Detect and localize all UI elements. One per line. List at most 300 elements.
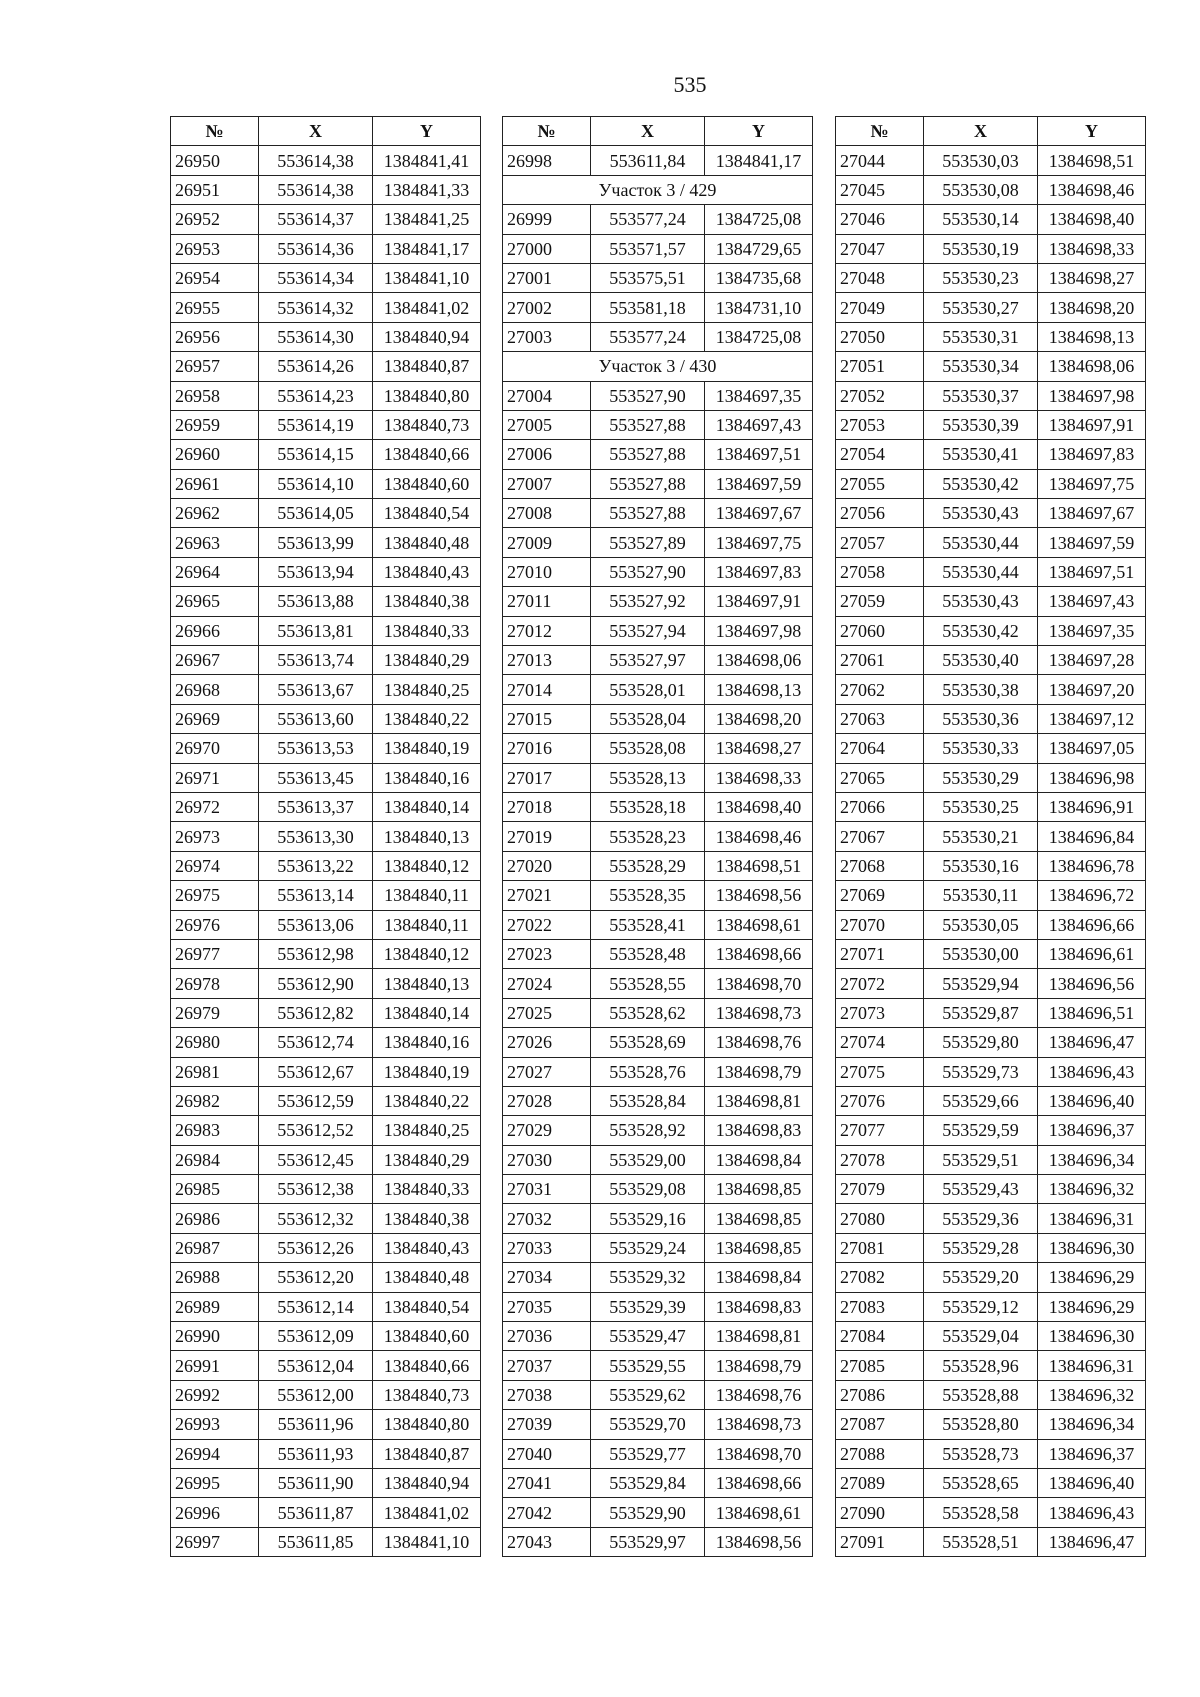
- point-number-cell: 27082: [836, 1263, 924, 1292]
- table-row: [171, 646, 481, 675]
- point-number-cell: 27067: [836, 822, 924, 851]
- point-number-cell: 27039: [503, 1410, 591, 1439]
- x-coordinate-cell: 553530,43: [924, 499, 1038, 528]
- table-row: [503, 1204, 813, 1233]
- y-coordinate-cell: 1384840,43: [373, 1233, 481, 1262]
- y-coordinate-cell: 1384698,27: [705, 734, 813, 763]
- table-row: [503, 1175, 813, 1204]
- x-coordinate-cell: 553530,44: [924, 528, 1038, 557]
- point-number-cell: 27000: [503, 234, 591, 263]
- point-number-cell: 27008: [503, 499, 591, 528]
- x-coordinate-cell: 553528,55: [591, 969, 705, 998]
- x-coordinate-cell: 553528,41: [591, 910, 705, 939]
- y-coordinate-cell: 1384698,06: [705, 646, 813, 675]
- y-coordinate-cell: 1384840,13: [373, 969, 481, 998]
- table-row: [836, 499, 1146, 528]
- x-coordinate-cell: 553614,36: [259, 234, 373, 263]
- point-number-cell: 27046: [836, 205, 924, 234]
- y-coordinate-cell: 1384698,85: [705, 1175, 813, 1204]
- y-coordinate-cell: 1384697,91: [705, 587, 813, 616]
- table-row: [171, 851, 481, 880]
- point-number-cell: 27001: [503, 263, 591, 292]
- y-coordinate-cell: 1384696,37: [1038, 1116, 1146, 1145]
- point-number-cell: 27014: [503, 675, 591, 704]
- y-coordinate-cell: 1384698,81: [705, 1086, 813, 1115]
- table-row: [171, 998, 481, 1027]
- y-coordinate-cell: 1384698,46: [705, 822, 813, 851]
- x-coordinate-cell: 553530,14: [924, 205, 1038, 234]
- y-coordinate-cell: 1384698,73: [705, 1410, 813, 1439]
- y-coordinate-cell: 1384698,66: [705, 939, 813, 968]
- x-coordinate-cell: 553612,04: [259, 1351, 373, 1380]
- y-coordinate-cell: 1384840,80: [373, 1410, 481, 1439]
- table-row: [171, 969, 481, 998]
- x-coordinate-cell: 553614,32: [259, 293, 373, 322]
- table-row: [836, 792, 1146, 821]
- column-header-y: Y: [705, 117, 813, 146]
- point-number-cell: 27087: [836, 1410, 924, 1439]
- column-header-number: №: [836, 117, 924, 146]
- y-coordinate-cell: 1384725,08: [705, 322, 813, 351]
- x-coordinate-cell: 553530,38: [924, 675, 1038, 704]
- table-row: [503, 1410, 813, 1439]
- x-coordinate-cell: 553614,10: [259, 469, 373, 498]
- y-coordinate-cell: 1384840,48: [373, 528, 481, 557]
- x-coordinate-cell: 553613,94: [259, 557, 373, 586]
- point-number-cell: 26973: [171, 822, 259, 851]
- y-coordinate-cell: 1384840,14: [373, 998, 481, 1027]
- point-number-cell: 27004: [503, 381, 591, 410]
- x-coordinate-cell: 553613,81: [259, 616, 373, 645]
- point-number-cell: 27084: [836, 1322, 924, 1351]
- point-number-cell: 27030: [503, 1145, 591, 1174]
- y-coordinate-cell: 1384697,43: [1038, 587, 1146, 616]
- x-coordinate-cell: 553528,96: [924, 1351, 1038, 1380]
- table-row: [171, 822, 481, 851]
- point-number-cell: 26969: [171, 704, 259, 733]
- table-row: [836, 410, 1146, 439]
- y-coordinate-cell: 1384698,56: [705, 1527, 813, 1556]
- table-row: [171, 616, 481, 645]
- table-row: [171, 881, 481, 910]
- header-row: [836, 117, 1146, 146]
- column-header-y: Y: [1038, 117, 1146, 146]
- x-coordinate-cell: 553613,99: [259, 528, 373, 557]
- table-row: [503, 734, 813, 763]
- point-number-cell: 27047: [836, 234, 924, 263]
- y-coordinate-cell: 1384696,47: [1038, 1028, 1146, 1057]
- x-coordinate-cell: 553612,98: [259, 939, 373, 968]
- table-row: [503, 1527, 813, 1556]
- y-coordinate-cell: 1384840,94: [373, 322, 481, 351]
- coordinates-table-3: [835, 116, 1146, 1557]
- x-coordinate-cell: 553530,29: [924, 763, 1038, 792]
- y-coordinate-cell: 1384698,40: [1038, 205, 1146, 234]
- x-coordinate-cell: 553527,90: [591, 557, 705, 586]
- x-coordinate-cell: 553577,24: [591, 205, 705, 234]
- point-number-cell: 27052: [836, 381, 924, 410]
- point-number-cell: 27055: [836, 469, 924, 498]
- table-row: [503, 969, 813, 998]
- table-row: [171, 205, 481, 234]
- y-coordinate-cell: 1384840,29: [373, 1145, 481, 1174]
- y-coordinate-cell: 1384696,43: [1038, 1498, 1146, 1527]
- table-row: [836, 1233, 1146, 1262]
- table-row: [836, 263, 1146, 292]
- coordinates-table-1: [170, 116, 481, 1557]
- table-row: [503, 704, 813, 733]
- x-coordinate-cell: 553614,34: [259, 263, 373, 292]
- x-coordinate-cell: 553529,97: [591, 1527, 705, 1556]
- point-number-cell: 26979: [171, 998, 259, 1027]
- point-number-cell: 27085: [836, 1351, 924, 1380]
- x-coordinate-cell: 553612,26: [259, 1233, 373, 1262]
- y-coordinate-cell: 1384696,47: [1038, 1527, 1146, 1556]
- table-row: [171, 1175, 481, 1204]
- x-coordinate-cell: 553614,26: [259, 352, 373, 381]
- x-coordinate-cell: 553530,44: [924, 557, 1038, 586]
- y-coordinate-cell: 1384698,27: [1038, 263, 1146, 292]
- point-number-cell: 26959: [171, 410, 259, 439]
- x-coordinate-cell: 553528,58: [924, 1498, 1038, 1527]
- y-coordinate-cell: 1384841,25: [373, 205, 481, 234]
- x-coordinate-cell: 553529,51: [924, 1145, 1038, 1174]
- column-header-number: №: [171, 117, 259, 146]
- y-coordinate-cell: 1384698,70: [705, 1439, 813, 1468]
- point-number-cell: 27045: [836, 175, 924, 204]
- point-number-cell: 26988: [171, 1263, 259, 1292]
- x-coordinate-cell: 553611,87: [259, 1498, 373, 1527]
- point-number-cell: 27017: [503, 763, 591, 792]
- point-number-cell: 27006: [503, 440, 591, 469]
- x-coordinate-cell: 553528,29: [591, 851, 705, 880]
- table-row: [503, 293, 813, 322]
- x-coordinate-cell: 553581,18: [591, 293, 705, 322]
- y-coordinate-cell: 1384698,76: [705, 1380, 813, 1409]
- table-row: [836, 1292, 1146, 1321]
- point-number-cell: 27021: [503, 881, 591, 910]
- y-coordinate-cell: 1384841,33: [373, 175, 481, 204]
- y-coordinate-cell: 1384841,02: [373, 293, 481, 322]
- table-row: [171, 1410, 481, 1439]
- table-row: [503, 1145, 813, 1174]
- y-coordinate-cell: 1384698,81: [705, 1322, 813, 1351]
- point-number-cell: 26989: [171, 1292, 259, 1321]
- x-coordinate-cell: 553527,94: [591, 616, 705, 645]
- point-number-cell: 26980: [171, 1028, 259, 1057]
- point-number-cell: 26983: [171, 1116, 259, 1145]
- y-coordinate-cell: 1384697,59: [1038, 528, 1146, 557]
- point-number-cell: 27066: [836, 792, 924, 821]
- y-coordinate-cell: 1384698,84: [705, 1263, 813, 1292]
- table-row: [171, 704, 481, 733]
- point-number-cell: 27078: [836, 1145, 924, 1174]
- x-coordinate-cell: 553527,97: [591, 646, 705, 675]
- y-coordinate-cell: 1384841,10: [373, 1527, 481, 1556]
- x-coordinate-cell: 553528,80: [924, 1410, 1038, 1439]
- y-coordinate-cell: 1384696,37: [1038, 1439, 1146, 1468]
- x-coordinate-cell: 553612,82: [259, 998, 373, 1027]
- y-coordinate-cell: 1384698,51: [1038, 146, 1146, 175]
- column-header-x: X: [259, 117, 373, 146]
- y-coordinate-cell: 1384698,56: [705, 881, 813, 910]
- table-row: [836, 675, 1146, 704]
- x-coordinate-cell: 553614,05: [259, 499, 373, 528]
- table-row: [836, 1145, 1146, 1174]
- table-row: [836, 234, 1146, 263]
- y-coordinate-cell: 1384697,35: [1038, 616, 1146, 645]
- table-row: [171, 146, 481, 175]
- point-number-cell: 26972: [171, 792, 259, 821]
- x-coordinate-cell: 553612,09: [259, 1322, 373, 1351]
- point-number-cell: 26964: [171, 557, 259, 586]
- point-number-cell: 27048: [836, 263, 924, 292]
- section-row: [503, 352, 813, 381]
- y-coordinate-cell: 1384840,66: [373, 440, 481, 469]
- table-row: [503, 851, 813, 880]
- table-row: [503, 939, 813, 968]
- y-coordinate-cell: 1384729,65: [705, 234, 813, 263]
- x-coordinate-cell: 553614,19: [259, 410, 373, 439]
- table-row: [503, 440, 813, 469]
- x-coordinate-cell: 553529,94: [924, 969, 1038, 998]
- point-number-cell: 27024: [503, 969, 591, 998]
- x-coordinate-cell: 553529,62: [591, 1380, 705, 1409]
- y-coordinate-cell: 1384696,78: [1038, 851, 1146, 880]
- point-number-cell: 27044: [836, 146, 924, 175]
- x-coordinate-cell: 553528,48: [591, 939, 705, 968]
- point-number-cell: 26958: [171, 381, 259, 410]
- x-coordinate-cell: 553529,47: [591, 1322, 705, 1351]
- point-number-cell: 27012: [503, 616, 591, 645]
- point-number-cell: 26995: [171, 1468, 259, 1497]
- point-number-cell: 27063: [836, 704, 924, 733]
- x-coordinate-cell: 553613,60: [259, 704, 373, 733]
- point-number-cell: 27088: [836, 1439, 924, 1468]
- point-number-cell: 26994: [171, 1439, 259, 1468]
- table-row: [171, 1057, 481, 1086]
- x-coordinate-cell: 553613,74: [259, 646, 373, 675]
- table-row: [836, 1175, 1146, 1204]
- table-row: [836, 1410, 1146, 1439]
- point-number-cell: 27069: [836, 881, 924, 910]
- y-coordinate-cell: 1384698,33: [705, 763, 813, 792]
- table-row: [503, 205, 813, 234]
- point-number-cell: 26956: [171, 322, 259, 351]
- x-coordinate-cell: 553614,15: [259, 440, 373, 469]
- x-coordinate-cell: 553613,14: [259, 881, 373, 910]
- table-row: [503, 998, 813, 1027]
- table-row: [171, 763, 481, 792]
- table-row: [171, 1498, 481, 1527]
- table-row: [503, 910, 813, 939]
- table-row: [171, 352, 481, 381]
- x-coordinate-cell: 553612,20: [259, 1263, 373, 1292]
- x-coordinate-cell: 553613,22: [259, 851, 373, 880]
- point-number-cell: 26984: [171, 1145, 259, 1174]
- point-number-cell: 26961: [171, 469, 259, 498]
- point-number-cell: 27031: [503, 1175, 591, 1204]
- section-title: Участок 3 / 429: [503, 175, 813, 204]
- y-coordinate-cell: 1384697,28: [1038, 646, 1146, 675]
- table-row: [171, 440, 481, 469]
- table-row: [171, 263, 481, 292]
- x-coordinate-cell: 553530,00: [924, 939, 1038, 968]
- table-row: [836, 969, 1146, 998]
- table-row: [503, 1116, 813, 1145]
- table-row: [503, 1233, 813, 1262]
- y-coordinate-cell: 1384840,73: [373, 410, 481, 439]
- point-number-cell: 27019: [503, 822, 591, 851]
- x-coordinate-cell: 553530,19: [924, 234, 1038, 263]
- y-coordinate-cell: 1384696,43: [1038, 1057, 1146, 1086]
- table-row: [503, 616, 813, 645]
- table-row: [171, 322, 481, 351]
- point-number-cell: 26976: [171, 910, 259, 939]
- y-coordinate-cell: 1384725,08: [705, 205, 813, 234]
- y-coordinate-cell: 1384698,13: [1038, 322, 1146, 351]
- point-number-cell: 27061: [836, 646, 924, 675]
- point-number-cell: 27068: [836, 851, 924, 880]
- x-coordinate-cell: 553613,37: [259, 792, 373, 821]
- x-coordinate-cell: 553528,88: [924, 1380, 1038, 1409]
- point-number-cell: 26975: [171, 881, 259, 910]
- table-row: [171, 1380, 481, 1409]
- x-coordinate-cell: 553529,24: [591, 1233, 705, 1262]
- x-coordinate-cell: 553530,05: [924, 910, 1038, 939]
- y-coordinate-cell: 1384840,73: [373, 1380, 481, 1409]
- x-coordinate-cell: 553613,67: [259, 675, 373, 704]
- y-coordinate-cell: 1384696,31: [1038, 1351, 1146, 1380]
- table-row: [836, 1527, 1146, 1556]
- x-coordinate-cell: 553529,43: [924, 1175, 1038, 1204]
- point-number-cell: 26977: [171, 939, 259, 968]
- x-coordinate-cell: 553613,06: [259, 910, 373, 939]
- x-coordinate-cell: 553614,38: [259, 175, 373, 204]
- table-row: [836, 557, 1146, 586]
- table-row: [171, 910, 481, 939]
- x-coordinate-cell: 553528,18: [591, 792, 705, 821]
- point-number-cell: 27018: [503, 792, 591, 821]
- table-row: [503, 1439, 813, 1468]
- point-number-cell: 26950: [171, 146, 259, 175]
- point-number-cell: 27050: [836, 322, 924, 351]
- point-number-cell: 27089: [836, 1468, 924, 1497]
- x-coordinate-cell: 553527,90: [591, 381, 705, 410]
- point-number-cell: 27057: [836, 528, 924, 557]
- table-row: [503, 881, 813, 910]
- point-number-cell: 27051: [836, 352, 924, 381]
- y-coordinate-cell: 1384840,80: [373, 381, 481, 410]
- y-coordinate-cell: 1384840,38: [373, 1204, 481, 1233]
- y-coordinate-cell: 1384697,98: [705, 616, 813, 645]
- table-row: [503, 1351, 813, 1380]
- y-coordinate-cell: 1384840,13: [373, 822, 481, 851]
- x-coordinate-cell: 553530,27: [924, 293, 1038, 322]
- point-number-cell: 27041: [503, 1468, 591, 1497]
- x-coordinate-cell: 553613,45: [259, 763, 373, 792]
- table-row: [503, 675, 813, 704]
- point-number-cell: 27010: [503, 557, 591, 586]
- table-row: [171, 175, 481, 204]
- x-coordinate-cell: 553530,08: [924, 175, 1038, 204]
- table-row: [836, 1116, 1146, 1145]
- point-number-cell: 27027: [503, 1057, 591, 1086]
- x-coordinate-cell: 553614,23: [259, 381, 373, 410]
- table-row: [171, 1322, 481, 1351]
- point-number-cell: 27013: [503, 646, 591, 675]
- point-number-cell: 27076: [836, 1086, 924, 1115]
- point-number-cell: 27026: [503, 1028, 591, 1057]
- coordinates-table-2: [502, 116, 813, 1557]
- x-coordinate-cell: 553529,39: [591, 1292, 705, 1321]
- x-coordinate-cell: 553575,51: [591, 263, 705, 292]
- y-coordinate-cell: 1384840,14: [373, 792, 481, 821]
- x-coordinate-cell: 553530,41: [924, 440, 1038, 469]
- y-coordinate-cell: 1384698,85: [705, 1204, 813, 1233]
- y-coordinate-cell: 1384840,48: [373, 1263, 481, 1292]
- y-coordinate-cell: 1384840,87: [373, 1439, 481, 1468]
- point-number-cell: 27043: [503, 1527, 591, 1556]
- point-number-cell: 26951: [171, 175, 259, 204]
- table-row: [171, 1263, 481, 1292]
- table-row: [171, 1527, 481, 1556]
- point-number-cell: 26970: [171, 734, 259, 763]
- y-coordinate-cell: 1384696,84: [1038, 822, 1146, 851]
- y-coordinate-cell: 1384698,73: [705, 998, 813, 1027]
- y-coordinate-cell: 1384697,12: [1038, 704, 1146, 733]
- x-coordinate-cell: 553530,43: [924, 587, 1038, 616]
- table-row: [836, 1057, 1146, 1086]
- y-coordinate-cell: 1384698,20: [705, 704, 813, 733]
- table-row: [171, 1439, 481, 1468]
- table-row: [836, 1086, 1146, 1115]
- point-number-cell: 27016: [503, 734, 591, 763]
- x-coordinate-cell: 553528,73: [924, 1439, 1038, 1468]
- x-coordinate-cell: 553528,69: [591, 1028, 705, 1057]
- table-row: [171, 587, 481, 616]
- column-header-x: X: [924, 117, 1038, 146]
- table-row: [836, 646, 1146, 675]
- y-coordinate-cell: 1384696,40: [1038, 1468, 1146, 1497]
- x-coordinate-cell: 553527,88: [591, 440, 705, 469]
- table-row: [171, 1233, 481, 1262]
- x-coordinate-cell: 553528,65: [924, 1468, 1038, 1497]
- point-number-cell: 27077: [836, 1116, 924, 1145]
- x-coordinate-cell: 553528,92: [591, 1116, 705, 1145]
- x-coordinate-cell: 553529,28: [924, 1233, 1038, 1262]
- table-row: [171, 1292, 481, 1321]
- x-coordinate-cell: 553527,92: [591, 587, 705, 616]
- y-coordinate-cell: 1384696,61: [1038, 939, 1146, 968]
- point-number-cell: 27079: [836, 1175, 924, 1204]
- point-number-cell: 27042: [503, 1498, 591, 1527]
- table-row: [171, 557, 481, 586]
- y-coordinate-cell: 1384696,29: [1038, 1292, 1146, 1321]
- point-number-cell: 26985: [171, 1175, 259, 1204]
- point-number-cell: 27032: [503, 1204, 591, 1233]
- y-coordinate-cell: 1384698,66: [705, 1468, 813, 1497]
- point-number-cell: 26990: [171, 1322, 259, 1351]
- y-coordinate-cell: 1384698,61: [705, 910, 813, 939]
- table-row: [171, 528, 481, 557]
- point-number-cell: 26987: [171, 1233, 259, 1262]
- y-coordinate-cell: 1384698,79: [705, 1351, 813, 1380]
- y-coordinate-cell: 1384697,20: [1038, 675, 1146, 704]
- point-number-cell: 26978: [171, 969, 259, 998]
- point-number-cell: 27075: [836, 1057, 924, 1086]
- x-coordinate-cell: 553614,38: [259, 146, 373, 175]
